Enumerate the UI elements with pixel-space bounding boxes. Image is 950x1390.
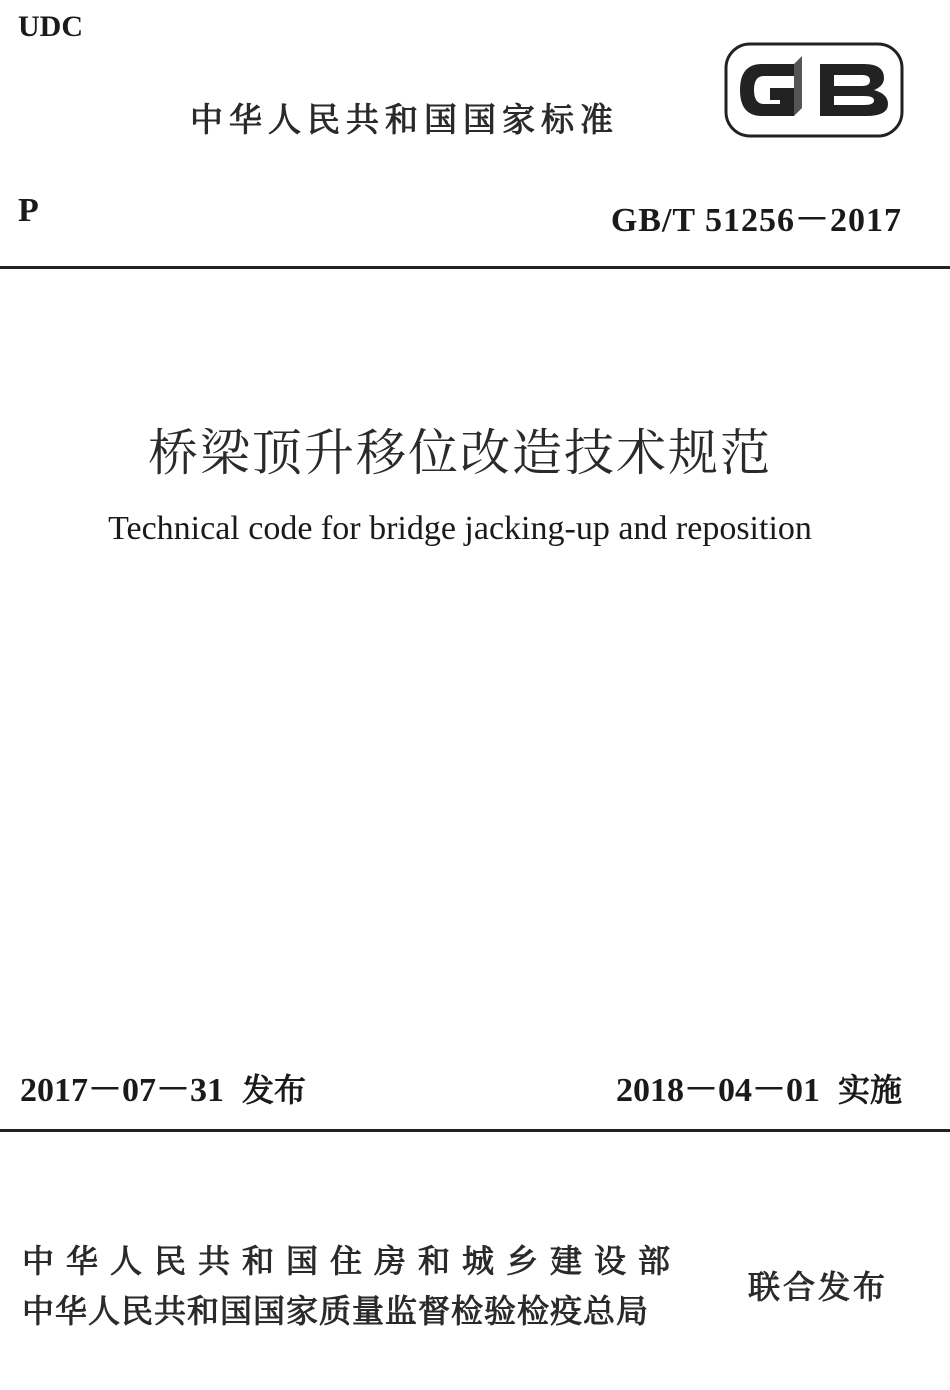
- issue-date-block: [20, 1062, 306, 1111]
- issue-label: 发布: [242, 1071, 307, 1109]
- classification-code: P: [18, 192, 39, 229]
- udc-label: UDC: [18, 10, 83, 43]
- publisher-aqsiq: 中华人民共和国国家质量监督检验检疫总局: [22, 1292, 650, 1330]
- standard-title-chinese: 桥梁顶升移位改造技术规范: [148, 424, 772, 482]
- publisher-ministry-housing: 中华人民共和国住房和城乡建设部: [22, 1242, 683, 1280]
- bottom-divider: [0, 1129, 950, 1132]
- gb-logo: [724, 42, 904, 138]
- standard-title-english: Technical code for bridge jacking-up and reposition: [108, 510, 812, 547]
- top-divider: [0, 266, 950, 269]
- effective-date: 2018－04－01: [615, 1072, 820, 1109]
- standard-number: GB/T 51256－2017: [610, 202, 902, 239]
- joint-issue-label: 联合发布: [748, 1268, 889, 1306]
- national-standard-title: 中华人民共和国国家标准: [190, 100, 619, 139]
- issue-date: 2017－07－31: [20, 1072, 224, 1109]
- effective-date-block: [616, 1062, 902, 1111]
- effective-label: 实施: [837, 1071, 902, 1109]
